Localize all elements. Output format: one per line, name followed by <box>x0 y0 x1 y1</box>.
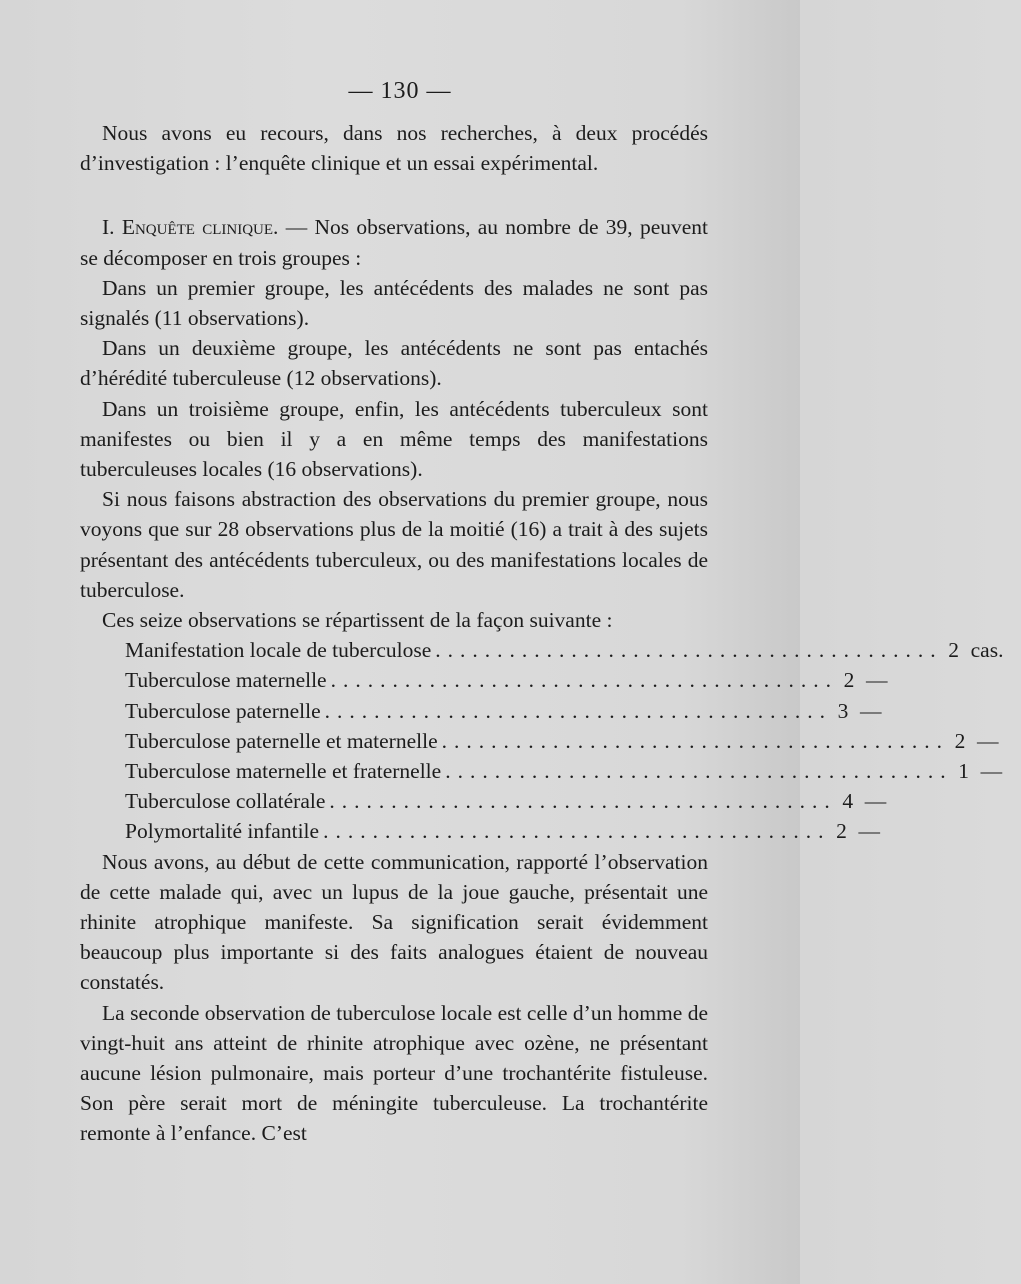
row-label: Tuberculose maternelle et fraternelle <box>125 759 442 783</box>
section-text: — Nos observations, au nombre de 39, peuvent se décomposer en trois groupes : <box>80 215 709 270</box>
paragraph: La seconde observation de tuberculose locale est celle d’un homme de vingt-huit ans atteint de rhinite atrophique avec ozène, ne présentant aucune lésion pulmonaire, mais porteur d’une trochantérite fistuleuse. Son père serait mort de méningite tuberculeuse. La trochantérite remonte à l’enfance. C’est <box>80 1000 708 1146</box>
case-distribution-table <box>125 635 1004 846</box>
row-label: Manifestation locale de tuberculose <box>125 638 432 663</box>
dot-leader: ......................................... <box>441 728 949 753</box>
row-unit: — <box>864 789 887 814</box>
table-row <box>125 816 880 846</box>
table-row <box>125 726 999 756</box>
table-row <box>125 635 1004 665</box>
row-count: 2 <box>836 819 847 844</box>
paragraph: Nous avons eu recours, dans nos recherches, à deux procédés d’investigation : l’enquête clinique et un essai expérimental. <box>80 121 708 176</box>
table-row <box>125 665 888 695</box>
row-count: 2 <box>843 668 855 693</box>
body-text <box>80 118 1004 1149</box>
row-unit: cas. <box>970 638 1004 663</box>
row-unit: — <box>858 819 880 844</box>
section-number: I. <box>102 215 115 240</box>
row-count: 4 <box>842 789 854 814</box>
dot-leader: ......................................... <box>323 819 831 844</box>
table-row <box>125 696 882 726</box>
paragraph: Dans un premier groupe, les antécédents des malades ne sont pas signalés (11 observations). <box>80 275 708 331</box>
row-unit: — <box>980 759 1003 783</box>
paragraph: Dans un troisième groupe, enfin, les antécédents tuberculeux sont manifestes ou bien il y a en même temps des manifestations tuberculeuses locales (16 observations). <box>80 396 708 482</box>
table-row <box>125 756 1003 786</box>
dot-leader: ......................................... <box>435 638 943 663</box>
row-count: 2 <box>954 728 966 753</box>
paragraph: Nous avons, au début de cette communication, rapporté l’observation de cette malade qui, avec un lupus de la joue gauche, présentait une rhinite atrophique manifeste. Sa signification serait évidemment beaucoup plus importante si des faits analogues étaient de nouveau constatés. <box>80 849 708 995</box>
row-count: 2 <box>948 638 960 663</box>
row-label: Tuberculose paternelle <box>125 698 321 723</box>
section-paragraph <box>80 212 708 272</box>
row-unit: — <box>977 728 999 753</box>
dot-leader: ......................................... <box>330 668 838 693</box>
row-label: Tuberculose collatérale <box>125 789 326 814</box>
paragraph: Ces seize observations se répartissent de la façon suivante : <box>102 608 613 633</box>
section-heading: Enquête clinique. <box>121 215 279 240</box>
row-count: 1 <box>958 759 969 783</box>
row-count: 3 <box>837 698 849 723</box>
row-unit: — <box>860 698 882 723</box>
dot-leader: ......................................... <box>445 759 953 783</box>
row-unit: — <box>865 668 888 693</box>
dot-leader: ......................................... <box>324 698 833 723</box>
row-label: Polymortalité infantile <box>125 819 320 844</box>
row-label: Tuberculose paternelle et maternelle <box>125 728 438 753</box>
paragraph: Si nous faisons abstraction des observations du premier groupe, nous voyons que sur 28 observations plus de la moitié (16) a trait à des sujets présentant des antécédents tuberculeux, ou des manifestations locales de tuberculose. <box>80 487 708 602</box>
dot-leader: ......................................... <box>329 789 837 814</box>
table-row <box>125 786 887 816</box>
paragraph: Dans un deuxième groupe, les antécédents ne sont pas entachés d’hérédité tuberculeuse (12 observations). <box>80 336 708 391</box>
row-label: Tuberculose maternelle <box>125 668 327 693</box>
page-number: — 130 — <box>348 78 452 104</box>
